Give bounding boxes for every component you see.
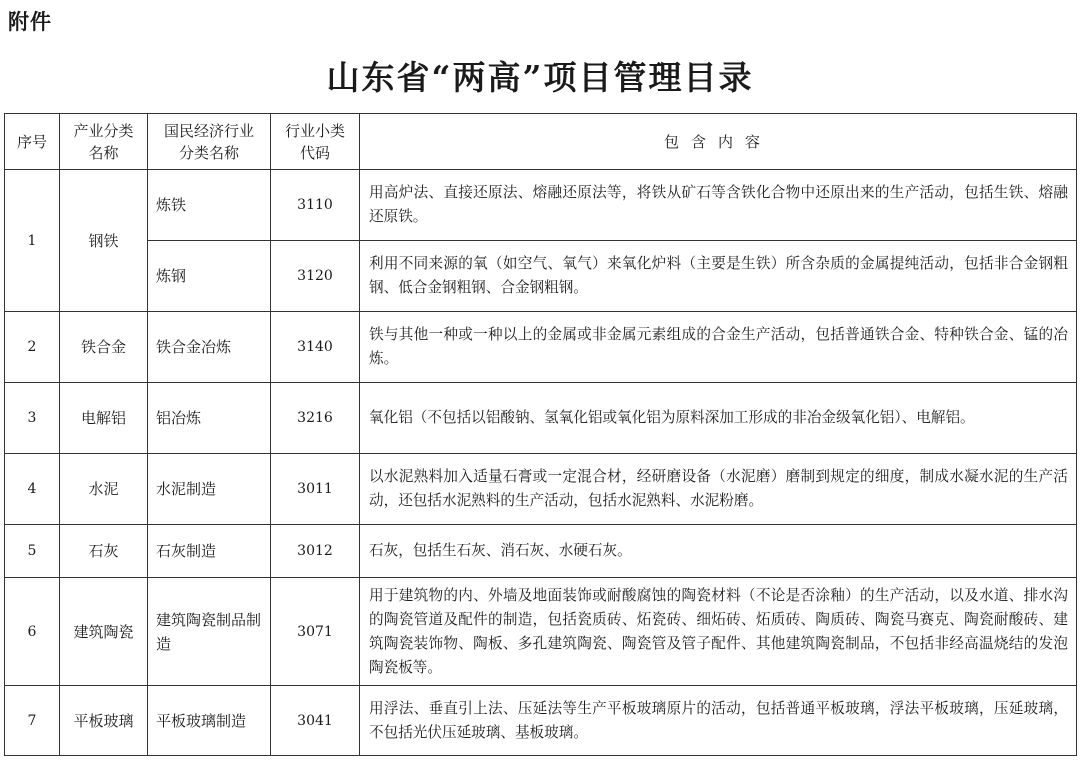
header-seq: 序号 <box>5 114 60 170</box>
document-title: 山东省“两高”项目管理目录 <box>326 58 754 97</box>
row-industry: 铝冶炼 <box>148 383 271 454</box>
row-content: 利用不同来源的氧（如空气、氧气）来氧化炉料（主要是生铁）所含杂质的金属提纯活动，包括非合金钢粗钢、低合金钢粗钢、合金钢粗钢。 <box>360 241 1077 312</box>
row-category: 平板玻璃 <box>60 686 148 756</box>
row-code: 3041 <box>271 686 360 756</box>
row-category: 水泥 <box>60 454 148 525</box>
row-code: 3216 <box>271 383 360 454</box>
row-industry: 铁合金冶炼 <box>148 312 271 383</box>
row-content: 铁与其他一种或一种以上的金属或非金属元素组成的合金生产活动，包括普通铁合金、特种铁合金、锰的冶炼。 <box>360 312 1077 383</box>
row-content: 石灰，包括生石灰、消石灰、水硬石灰。 <box>360 525 1077 578</box>
row-seq: 4 <box>5 454 60 525</box>
table-row <box>5 241 1077 312</box>
row-industry: 建筑陶瓷制品制造 <box>148 578 271 686</box>
row-code: 3120 <box>271 241 360 312</box>
row-content: 用于建筑物的内、外墙及地面装饰或耐酸腐蚀的陶瓷材料（不论是否涂釉）的生产活动，以及水道、排水沟的陶瓷管道及配件的制造，包括瓷质砖、炻瓷砖、细炻砖、炻质砖、陶质砖、陶瓷马赛克、陶瓷耐酸砖、建筑陶瓷装饰物、陶板、多孔建筑陶瓷、陶瓷管及管子配件、其他建筑陶瓷制品，不包括非经高温烧结的发泡陶瓷板等。 <box>360 578 1077 686</box>
row-industry: 水泥制造 <box>148 454 271 525</box>
row-seq: 2 <box>5 312 60 383</box>
row-category: 铁合金 <box>60 312 148 383</box>
row-code: 3140 <box>271 312 360 383</box>
row-seq: 7 <box>5 686 60 756</box>
row-industry: 石灰制造 <box>148 525 271 578</box>
row-content: 用高炉法、直接还原法、熔融还原法等，将铁从矿石等含铁化合物中还原出来的生产活动，包括生铁、熔融还原铁。 <box>360 170 1077 241</box>
catalog-table <box>4 113 1077 756</box>
table-row <box>5 312 1077 383</box>
row-industry: 炼铁 <box>148 170 271 241</box>
table-row <box>5 383 1077 454</box>
table-row <box>5 170 1077 241</box>
header-content: 包含内容 <box>360 114 1077 170</box>
row-code: 3011 <box>271 454 360 525</box>
header-industry: 国民经济行业 分类名称 <box>148 114 271 170</box>
header-code: 行业小类 代码 <box>271 114 360 170</box>
row-content: 用浮法、垂直引上法、压延法等生产平板玻璃原片的活动，包括普通平板玻璃，浮法平板玻璃，压延玻璃，不包括光伏压延玻璃、基板玻璃。 <box>360 686 1077 756</box>
row-seq: 3 <box>5 383 60 454</box>
table-row <box>5 525 1077 578</box>
attachment-label: 附件 <box>8 10 52 34</box>
row-code: 3012 <box>271 525 360 578</box>
table-header-row <box>5 114 1077 170</box>
row-seq: 5 <box>5 525 60 578</box>
table-row <box>5 578 1077 686</box>
table-row <box>5 686 1077 756</box>
row-category: 石灰 <box>60 525 148 578</box>
row-industry: 平板玻璃制造 <box>148 686 271 756</box>
row-category: 建筑陶瓷 <box>60 578 148 686</box>
table-row <box>5 454 1077 525</box>
row-code: 3110 <box>271 170 360 241</box>
row-content: 氧化铝（不包括以铝酸钠、氢氧化铝或氧化铝为原料深加工形成的非冶金级氧化铝）、电解铝。 <box>360 383 1077 454</box>
row-seq: 6 <box>5 578 60 686</box>
row-content: 以水泥熟料加入适量石膏或一定混合材，经研磨设备（水泥磨）磨制到规定的细度，制成水凝水泥的生产活动，还包括水泥熟料的生产活动，包括水泥熟料、水泥粉磨。 <box>360 454 1077 525</box>
row-industry: 炼钢 <box>148 241 271 312</box>
row-category: 电解铝 <box>60 383 148 454</box>
header-category: 产业分类 名称 <box>60 114 148 170</box>
row-category: 钢铁 <box>60 170 148 312</box>
row-code: 3071 <box>271 578 360 686</box>
row-seq: 1 <box>5 170 60 312</box>
